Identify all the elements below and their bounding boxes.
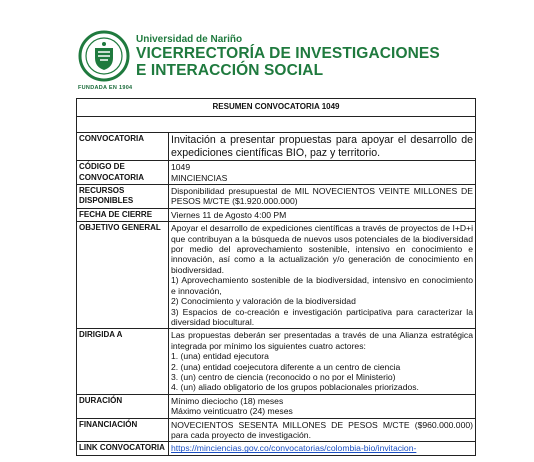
table-row: [77, 442, 476, 455]
university-seal-icon: [78, 30, 130, 82]
brand-block: [136, 34, 440, 79]
duracion-max: Máximo veinticuatro (24) meses: [171, 406, 293, 417]
table-row: [77, 133, 476, 161]
row-value-duracion: [169, 394, 476, 418]
row-label-dirigida: DIRIGIDA A: [77, 329, 169, 394]
table-row: [77, 394, 476, 418]
objetivo-item-2: 2) Conocimiento y valoración de la biodiversidad: [171, 296, 356, 307]
objetivo-item-3: 3) Espacios de co-creación e investigación participativa para caracterizar la diversidad biocultural.: [171, 306, 473, 327]
office-title-line2: E INTERACCIÓN SOCIAL: [136, 62, 324, 79]
row-value-recursos: Disponibilidad presupuestal de MIL NOVECIENTOS VEINTE MILLONES DE PESOS M/CTE ($1.920.000.000): [169, 185, 476, 209]
page-header: [78, 30, 498, 91]
row-value-convocatoria: Invitación a presentar propuestas para apoyar el desarrollo de expediciones científicas BIO, paz y territorio.: [169, 133, 476, 161]
row-label-link: LINK CONVOCATORIA: [77, 442, 169, 455]
row-label-convocatoria: CONVOCATORIA: [77, 133, 169, 161]
office-title-line1: VICERRECTORÍA DE INVESTIGACIONES: [136, 45, 440, 62]
dirigida-item-4: 4. (un) aliado obligatorio de los grupos poblacionales priorizados.: [171, 382, 419, 393]
row-label-duracion: DURACIÓN: [77, 394, 169, 418]
codigo-number: 1049: [171, 162, 191, 173]
table-row: [77, 222, 476, 329]
row-value-codigo: [169, 161, 476, 185]
summary-table: [76, 98, 476, 456]
row-value-fecha: Viernes 11 de Agosto 4:00 PM: [169, 208, 476, 221]
row-value-objetivo: [169, 222, 476, 329]
table-title-row: [77, 99, 476, 117]
table-row: [77, 208, 476, 221]
row-label-recursos: RECURSOS DISPONIBLES: [77, 185, 169, 209]
dirigida-item-3: 3. (un) centro de ciencia (reconocido o no por el Ministerio): [171, 371, 396, 382]
table-row: [77, 161, 476, 185]
convocatoria-link[interactable]: https://minciencias.gov.co/convocatorias/colombia-bio/invitacion-: [169, 442, 476, 455]
dirigida-item-1: 1. (una) entidad ejecutora: [171, 351, 269, 362]
row-value-dirigida: [169, 329, 476, 394]
objetivo-item-1: 1) Aprovechamiento sostenible de la biodiversidad, intensivo en conocimiento e innovación,: [171, 275, 473, 296]
table-row: [77, 418, 476, 442]
spacer-cell: [77, 117, 476, 133]
university-name: Universidad de Nariño: [136, 34, 243, 45]
row-label-objetivo: OBJETIVO GENERAL: [77, 222, 169, 329]
row-value-financiacion: NOVECIENTOS SESENTA MILLONES DE PESOS M/CTE ($960.000.000) para cada proyecto de investigación.: [169, 418, 476, 442]
table-row: [77, 329, 476, 394]
table-spacer-row: [77, 117, 476, 133]
dirigida-item-2: 2. (una) entidad coejecutora diferente a un centro de ciencia: [171, 361, 401, 372]
row-label-financiacion: FINANCIACIÓN: [77, 418, 169, 442]
dirigida-paragraph: Las propuestas deberán ser presentadas a través de una Alianza estratégica integrada por mínimo los siguientes cuatro actores:: [171, 330, 473, 351]
table-row: [77, 185, 476, 209]
founded-label: FUNDADA EN 1904: [78, 85, 133, 91]
row-label-fecha: FECHA DE CIERRE: [77, 208, 169, 221]
duracion-min: Mínimo dieciocho (18) meses: [171, 395, 284, 406]
row-label-codigo: CÓDIGO DE CONVOCATORIA: [77, 161, 169, 185]
codigo-entity: MINCIENCIAS: [171, 172, 228, 183]
table-title: RESUMEN CONVOCATORIA 1049: [77, 99, 476, 117]
objetivo-paragraph: Apoyar el desarrollo de expediciones científicas a través de proyectos de I+D+i que contribuyan a la búsqueda de nuevos usos potenciales de la biodiversidad por medio del aprovechamiento sostenible, intensivo en conocimiento e innovación, así como a la actualización y/o generación de conocimiento en biodiversidad.: [171, 223, 473, 275]
